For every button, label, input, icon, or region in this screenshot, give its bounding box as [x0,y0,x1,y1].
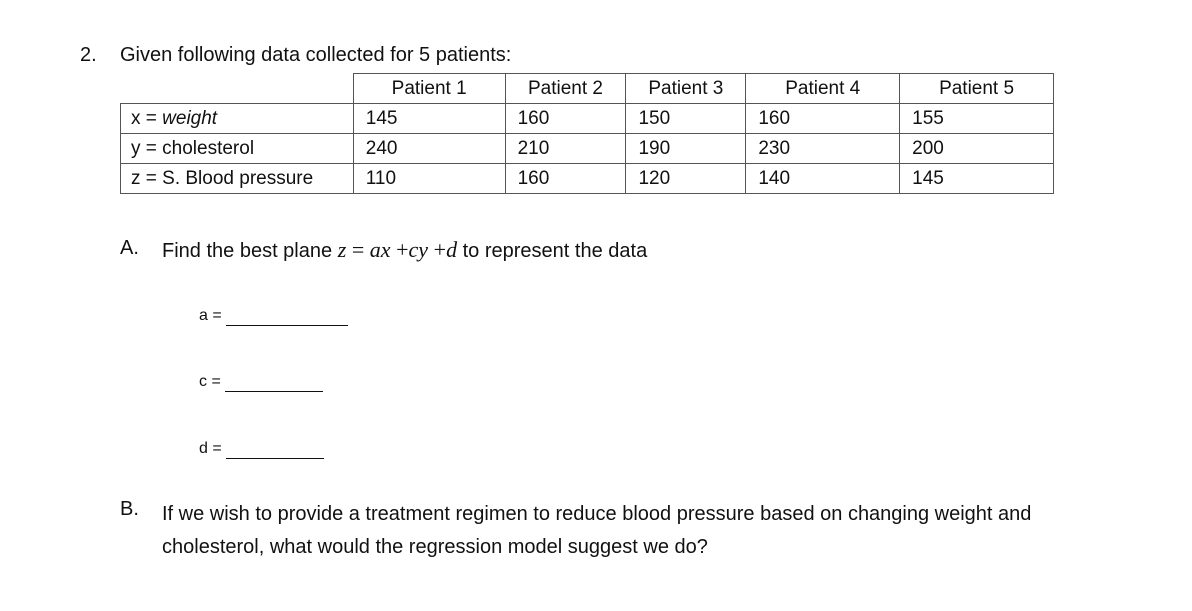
answer-a [199,307,348,326]
equation-d: d [446,237,458,262]
row-variable: z = [131,167,163,189]
table-cell: 150 [626,104,746,134]
table-row [121,104,1054,134]
equation-ax: ax [369,237,391,262]
row-variable: x = [131,107,163,129]
column-header: Patient 3 [626,74,746,104]
part-b-question: If we wish to provide a treatment regimen to reduce blood pressure based on changing weight and cholesterol, what would the regression model suggest we do? [162,503,1032,558]
equation-z: z [337,237,347,262]
answer-a-label: a = [199,307,222,324]
table-cell: 210 [505,134,626,164]
patient-data-table [120,73,1054,194]
part-a-text-after: to represent the data [462,240,648,262]
question-title: Given following data collected for 5 patients: [120,44,512,66]
answer-c-blank[interactable] [225,373,323,392]
table-cell: 160 [505,104,626,134]
table-cell: 240 [353,134,505,164]
answer-d-blank[interactable] [226,440,324,459]
answer-d [199,440,324,459]
row-label [121,104,354,134]
answer-c-label: c = [199,373,221,390]
table-corner-cell [121,74,354,104]
row-description: cholesterol [162,137,255,159]
part-a-text-before: Find the best plane [162,240,333,262]
equation-plus: + [433,237,447,262]
table-row [121,164,1054,194]
answer-a-blank[interactable] [226,307,348,326]
table-cell: 155 [900,104,1054,134]
row-label [121,134,354,164]
row-description: S. Blood pressure [162,167,314,189]
part-a-letter: A. [120,237,139,259]
table-cell: 160 [746,104,900,134]
table-cell: 110 [353,164,505,194]
column-header: Patient 5 [900,74,1054,104]
equation-equals: = [351,237,365,262]
part-b-letter: B. [120,498,139,520]
answer-c [199,373,323,392]
table-cell: 230 [746,134,900,164]
part-a-prompt [162,237,647,263]
column-header: Patient 1 [353,74,505,104]
equation-cy: cy [408,237,429,262]
table-cell: 190 [626,134,746,164]
answer-d-label: d = [199,440,222,457]
table-cell: 145 [900,164,1054,194]
table-row [121,134,1054,164]
row-description: weight [162,107,218,129]
table-cell: 120 [626,164,746,194]
column-header: Patient 4 [746,74,900,104]
column-header: Patient 2 [505,74,626,104]
table-header-row [121,74,1054,104]
equation-plus: + [396,237,409,262]
table-cell: 160 [505,164,626,194]
table-cell: 200 [900,134,1054,164]
row-variable: y = [131,137,163,159]
table-cell: 145 [353,104,505,134]
question-number: 2. [80,44,97,66]
table-cell: 140 [746,164,900,194]
row-label [121,164,354,194]
